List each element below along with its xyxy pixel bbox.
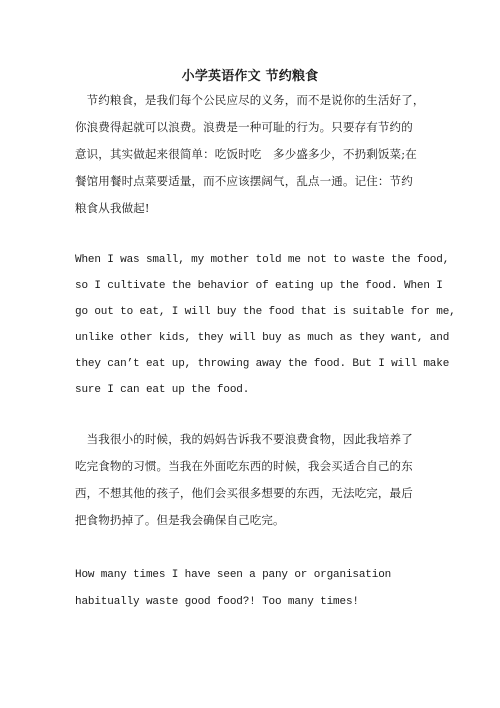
paragraph-3-line-2: 吃完食物的习惯。当我在外面吃东西的时候，我会买适合自己的东 xyxy=(75,459,413,473)
paragraph-2-line-3: go out to eat, I will buy the food that is suitable for me, xyxy=(75,306,456,318)
paragraph-4-line-1: How many times I have seen a pany or organisation xyxy=(75,569,392,581)
paragraph-3-line-4: 把食物扔掉了。但是我会确保自己吃完。 xyxy=(75,513,285,527)
paragraph-2-line-4: unlike other kids, they will buy as much as they want, and xyxy=(75,332,450,344)
paragraph-2-line-6: sure I can eat up the food. xyxy=(75,384,250,396)
paragraph-3-line-1: 当我很小的时候，我的妈妈告诉我不要浪费食物，因此我培养了 xyxy=(75,432,413,446)
paragraph-1-line-5: 粮食从我做起! xyxy=(75,201,150,215)
paragraph-2-line-5: they can’t eat up, throwing away the food. But I will make xyxy=(75,358,450,370)
paragraph-1-line-1: 节约粮食，是我们每个公民应尽的义务，而不是说你的生活好了， xyxy=(75,93,425,107)
paragraph-3-line-3: 西，不想其他的孩子，他们会买很多想要的东西，无法吃完，最后 xyxy=(75,486,413,500)
paragraph-2-line-1: When I was small, my mother told me not to waste the food, xyxy=(75,254,450,266)
paragraph-1-line-4: 餐馆用餐时点菜要适量，而不应该摆阔气，乱点一通。记住：节约 xyxy=(75,174,413,188)
paragraph-4-line-2: habitually waste good food?! Too many times! xyxy=(75,596,359,608)
paragraph-2-line-2: so I cultivate the behavior of eating up the food. When I xyxy=(75,280,443,292)
paragraph-1-line-2: 你浪费得起就可以浪费。浪费是一种可耻的行为。只要存有节约的 xyxy=(75,120,413,134)
document-title: 小学英语作文 节约粮食 xyxy=(181,69,319,84)
paragraph-1-line-3: 意识，其实做起来很简单：吃饭时吃 多少盛多少，不扔剩饭菜;在 xyxy=(75,147,417,161)
